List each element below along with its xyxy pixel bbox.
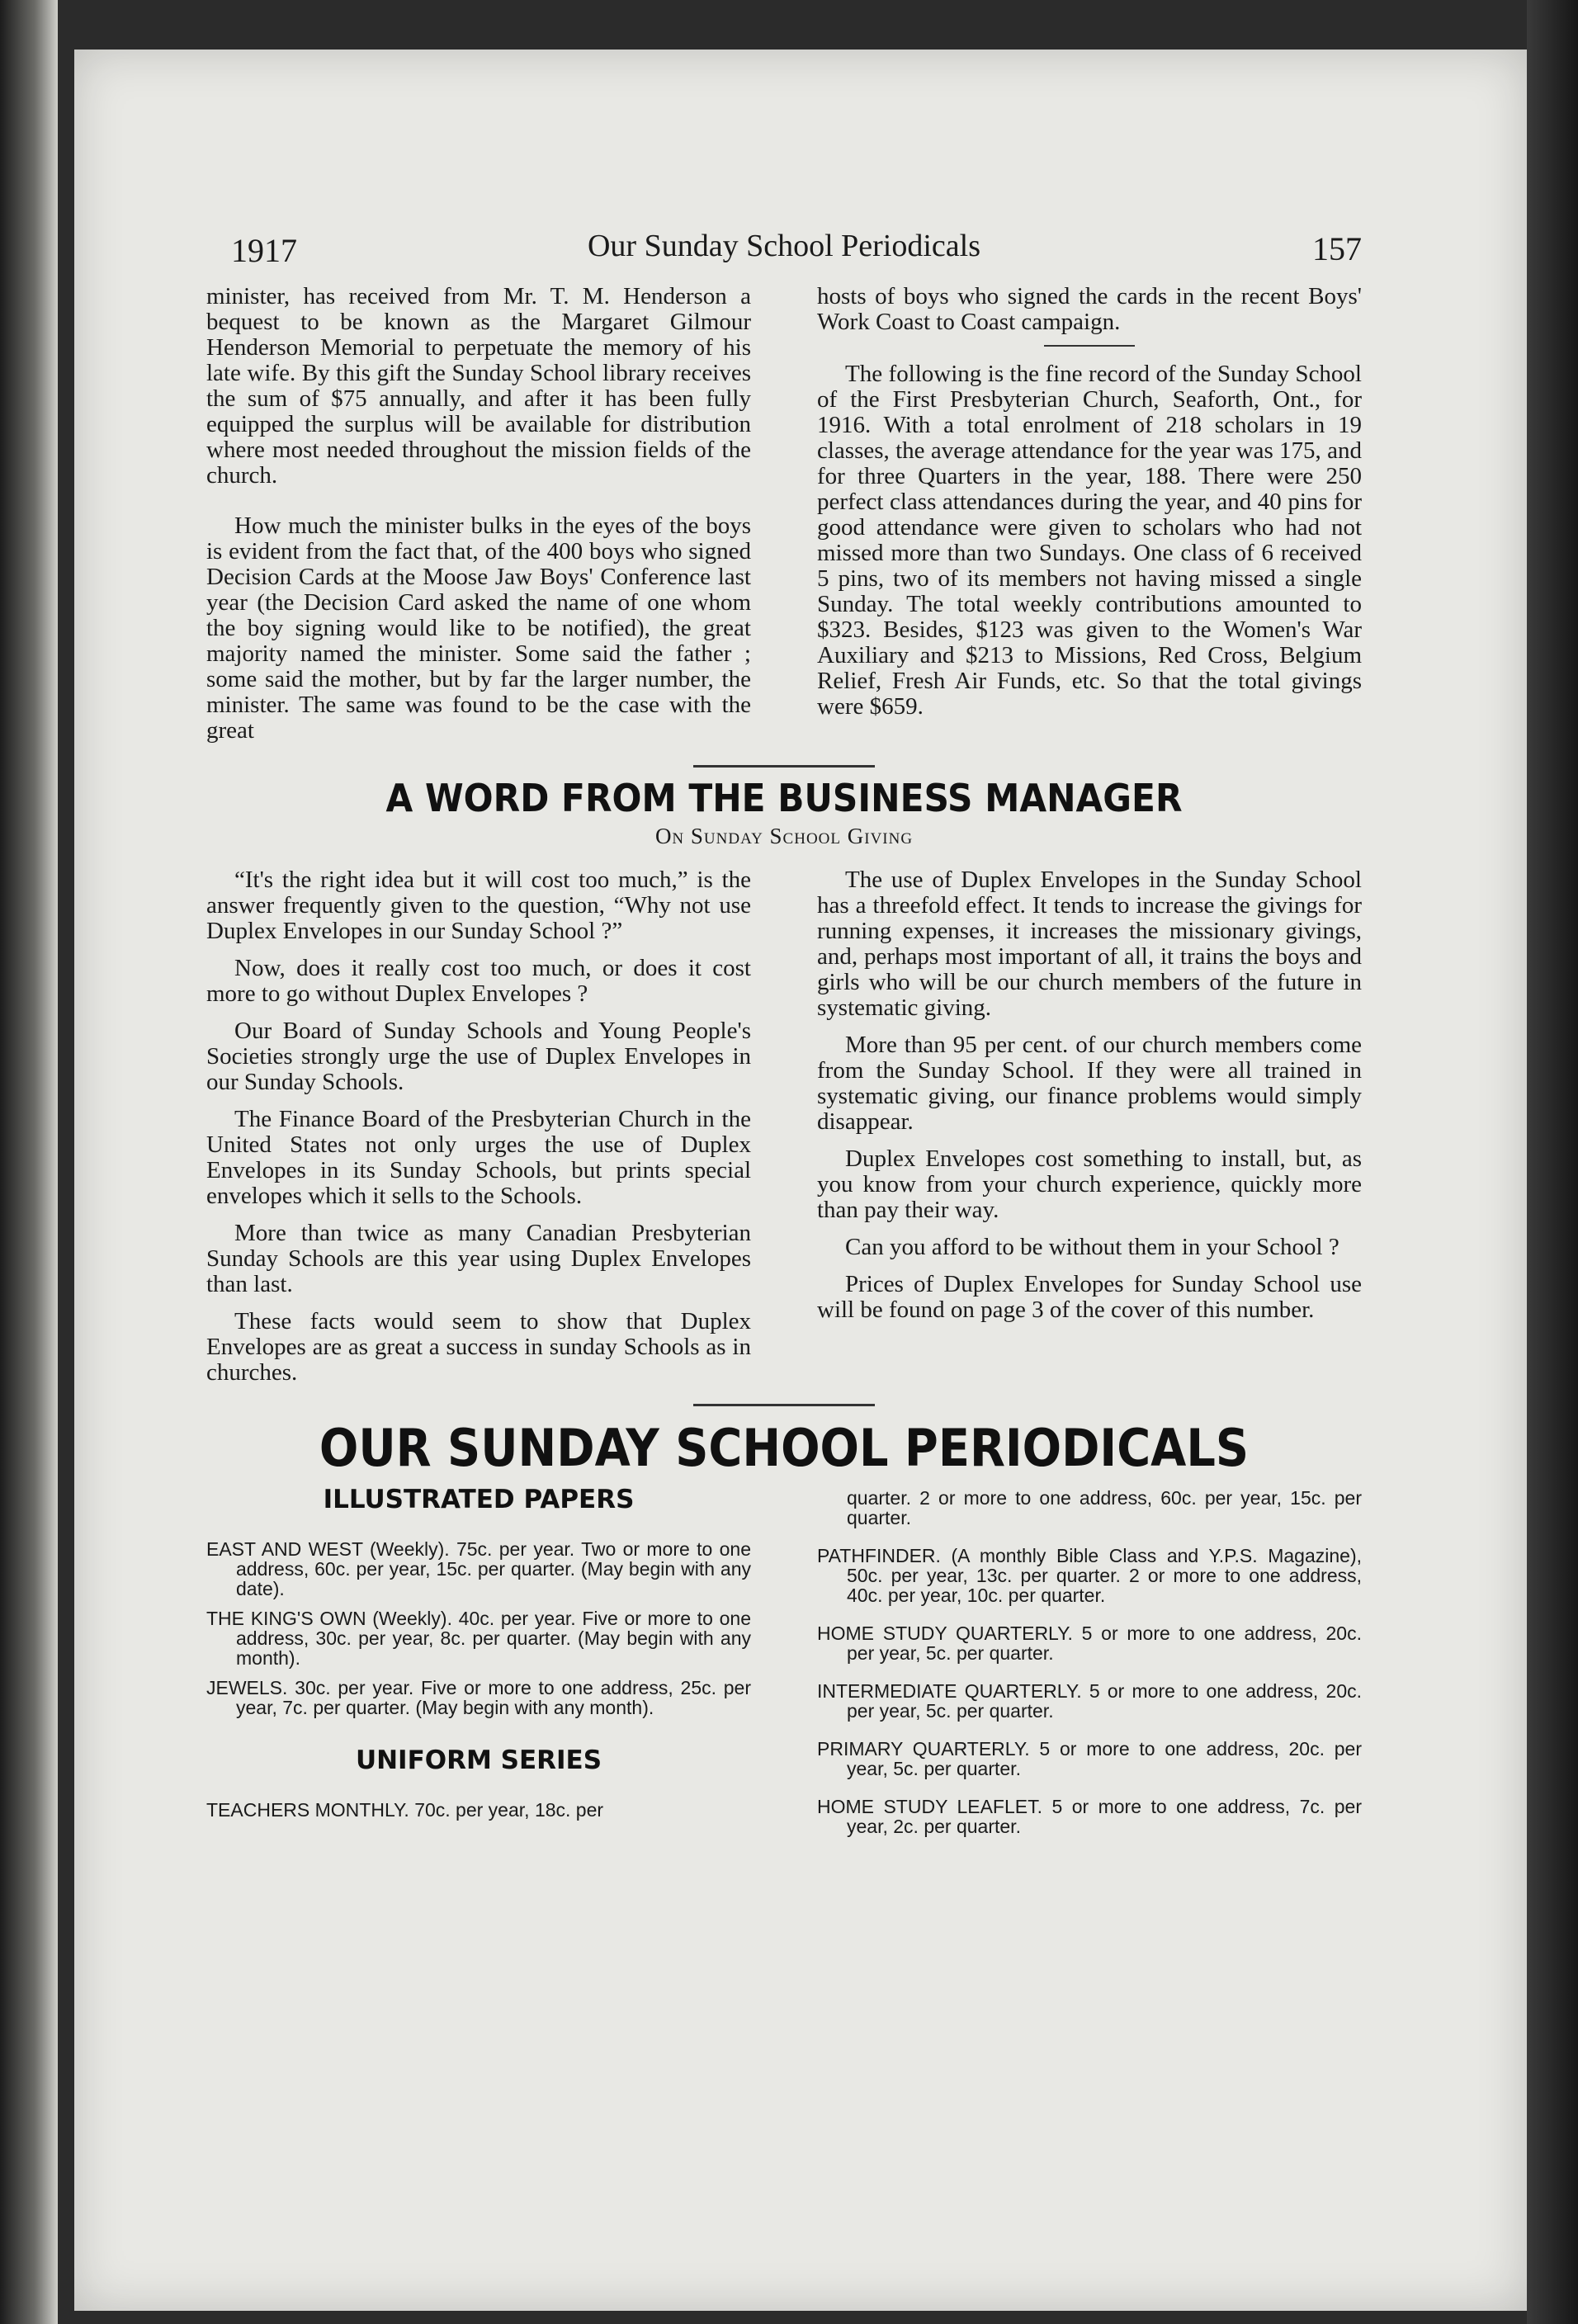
paragraph: More than twice as many Canadian Presbyterian Sunday Schools are this year using Duplex Envelopes than last.	[206, 1220, 751, 1297]
section-divider	[693, 765, 875, 768]
header-year: 1917	[231, 232, 297, 269]
uniform-series-heading: UNIFORM SERIES	[355, 1745, 602, 1775]
header-title: Our Sunday School Periodicals	[587, 229, 980, 263]
periodical-entry: PATHFINDER. (A monthly Bible Class and Y.P.S. Magazine), 50c. per year, 13c. per quarter. 2 or more to one address, 40c. per year, 10c. per quarter.	[817, 1545, 1362, 1606]
business-manager-subtitle: On Sunday School Giving	[654, 824, 914, 848]
periodical-entry-continuation: quarter. 2 or more to one address, 60c. per year, 15c. per quarter.	[847, 1487, 1362, 1528]
paragraph: The following is the fine record of the Sunday School of the First Presbyterian Church, Seaforth, Ont., for 1916. With a total enrolment of 218 scholars in 19 classes, the average attendance for the year was 175, and for three Quarters in the year, 188. There were 250 perfect class attendances during the year, and 40 pins for good attendance were given to scholars who had not missed more than two Sundays. One class of 6 received 5 pins, two of its members not having missed a single Sunday. The total weekly contributions amounted to $323. Besides, $123 was given to the Women's War Auxiliary and $213 to Missions, Red Cross, Belgium Relief, Fresh Air Funds, etc. So that the total givings were $659.	[817, 361, 1362, 720]
periodical-entry: INTERMEDIATE QUARTERLY. 5 or more to one address, 20c. per year, 5c. per quarter.	[817, 1680, 1362, 1722]
periodical-entry: EAST AND WEST (Weekly). 75c. per year. Two or more to one address, 60c. per year, 15c. per quarter. (May begin with any date).	[206, 1538, 751, 1599]
paragraph: These facts would seem to show that Duplex Envelopes are as great a success in sunday Schools as in churches.	[206, 1308, 751, 1386]
paragraph: The use of Duplex Envelopes in the Sunday School has a threefold effect. It tends to increase the givings for running expenses, it increases the missionary givings, and, perhaps most important of all, it trains the boys and girls who will be our church members of the future in systematic giving.	[817, 867, 1362, 1021]
paragraph: Now, does it really cost too much, or does it cost more to go without Duplex Envelopes ?	[206, 955, 751, 1007]
scan-border	[1527, 0, 1578, 2324]
top-left-column	[206, 284, 751, 744]
page-content	[206, 224, 1362, 1836]
section-divider	[693, 1404, 875, 1406]
paragraph: More than 95 per cent. of our church members come from the Sunday School. If they were all trained in systematic giving, our finance problems would simply disappear.	[817, 1032, 1362, 1135]
periodicals-left-column	[206, 1485, 751, 1836]
business-left-column	[206, 867, 751, 1386]
paragraph: The Finance Board of the Presbyterian Church in the United States not only urges the use of Duplex Envelopes in its Sunday Schools, but prints special envelopes which it sells to the Schools.	[206, 1106, 751, 1209]
periodicals-right-column	[817, 1485, 1362, 1836]
periodical-entry: TEACHERS MONTHLY. 70c. per year, 18c. per	[206, 1799, 604, 1821]
business-manager-title: A WORD FROM THE BUSINESS MANAGER	[385, 776, 1183, 820]
top-section	[206, 284, 1362, 744]
paragraph: minister, has received from Mr. T. M. Henderson a bequest to be known as the Margaret Gilmour Henderson Memorial to perpetuate the memory of his late wife. By this gift the Sunday School library receives the sum of $75 annually, and after it has been fully equipped the surplus will be available for distribution where most needed throughout the mission fields of the church.	[206, 283, 751, 489]
periodical-entry: JEWELS. 30c. per year. Five or more to one address, 25c. per year, 7c. per quarter. (May begin with any month).	[206, 1677, 751, 1718]
paragraph: “It's the right idea but it will cost too much,” is the answer frequently given to the question, “Why not use Duplex Envelopes in our Sunday School ?”	[206, 867, 751, 944]
periodical-entry: HOME STUDY LEAFLET. 5 or more to one address, 7c. per year, 2c. per quarter.	[817, 1796, 1362, 1837]
paragraph: Prices of Duplex Envelopes for Sunday School use will be found on page 3 of the cover of this number.	[817, 1271, 1362, 1323]
paragraph: Duplex Envelopes cost something to install, but, as you know from your church experience, quickly more than pay their way.	[817, 1145, 1362, 1223]
periodicals-title: OUR SUNDAY SCHOOL PERIODICALS	[319, 1418, 1250, 1478]
periodicals-section	[206, 1485, 1362, 1836]
illustrated-papers-heading: ILLUSTRATED PAPERS	[323, 1485, 635, 1514]
periodical-entry: THE KING'S OWN (Weekly). 40c. per year. Five or more to one address, 30c. per year, 8c. per quarter. (May begin with any month).	[206, 1608, 751, 1669]
business-section	[206, 867, 1362, 1386]
paragraph: How much the minister bulks in the eyes of the boys is evident from the fact that, of the 400 boys who signed Decision Cards at the Moose Jaw Boys' Conference last year (the Decision Card asked the name of one whom the boy signing would like to be notified), the great majority named the minister. Some said the father ; some said the mother, but by far the larger number, the minister. The same was found to be the case with the great	[206, 513, 751, 744]
top-right-column	[817, 284, 1362, 744]
page-number: 157	[1312, 230, 1362, 267]
paragraph: Our Board of Sunday Schools and Young People's Societies strongly urge the use of Duplex Envelopes in our Sunday Schools.	[206, 1018, 751, 1095]
book-spine-edge	[0, 0, 58, 2324]
periodical-entry: HOME STUDY QUARTERLY. 5 or more to one address, 20c. per year, 5c. per quarter.	[817, 1623, 1362, 1664]
business-right-column	[817, 867, 1362, 1386]
running-head	[206, 224, 1362, 274]
paragraph: Can you afford to be without them in your School ?	[845, 1234, 1339, 1260]
periodical-entry: PRIMARY QUARTERLY. 5 or more to one address, 20c. per year, 5c. per quarter.	[817, 1738, 1362, 1779]
divider	[1044, 345, 1135, 347]
paragraph: hosts of boys who signed the cards in the recent Boys' Work Coast to Coast campaign.	[817, 283, 1362, 335]
